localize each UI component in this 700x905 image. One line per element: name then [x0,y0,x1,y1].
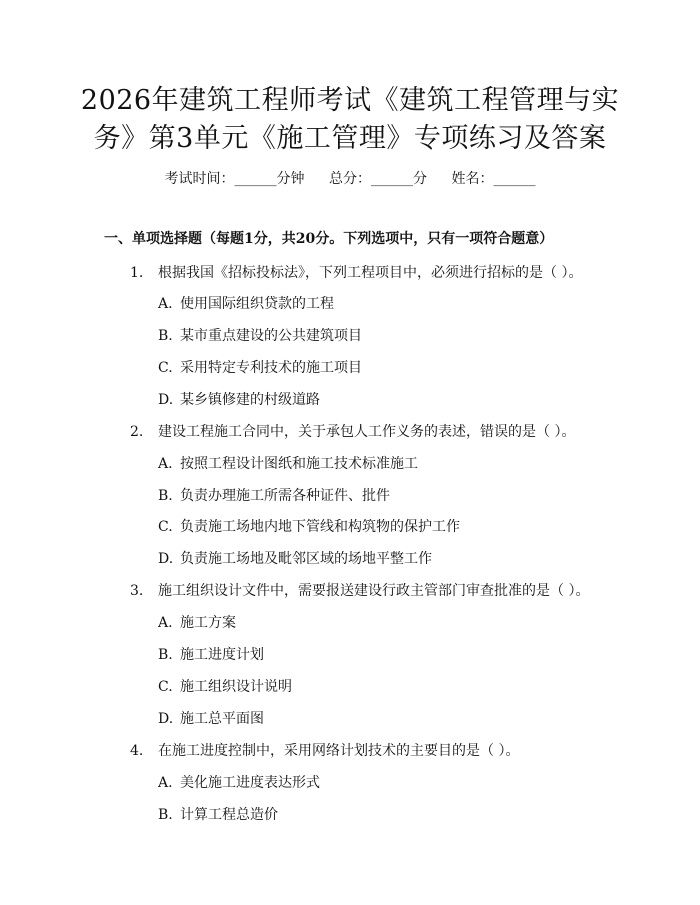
option-text: 某乡镇修建的村级道路 [180,392,320,408]
option-4a [158,772,320,792]
question-text: 施工组织设计文件中，需要报送建设行政主管部门审查批准的是（ ）。 [158,583,590,599]
option-1a [158,293,334,313]
option-label: C. [158,360,173,376]
title-line-1: 2026年建筑工程师考试《建筑工程管理与实 [80,85,620,116]
option-text: 美化施工进度表达形式 [180,775,320,791]
exam-meta [0,168,700,188]
option-1c [158,357,362,377]
option-1b [158,325,362,345]
option-text: 施工组织设计说明 [180,679,292,695]
option-text: 采用特定专利技术的施工项目 [180,360,362,376]
option-label: B. [158,807,173,823]
option-label: C. [158,679,173,695]
option-label: A. [158,615,173,631]
question-number: 4. [130,743,144,759]
option-2c [158,516,460,536]
section-heading: 一、单项选择题（每题1分，共20分。下列选项中，只有一项符合题意） [104,231,554,247]
option-text: 按照工程设计图纸和施工技术标准施工 [180,456,418,472]
question-1 [130,262,582,282]
option-label: B. [158,328,173,344]
option-text: 负责办理施工所需各种证件、批件 [180,488,390,504]
option-label: A. [158,296,173,312]
question-text: 在施工进度控制中，采用网络计划技术的主要目的是（ ）。 [158,743,520,759]
option-text: 负责施工场地内地下管线和构筑物的保护工作 [180,519,460,535]
option-3b [158,644,264,664]
option-label: C. [158,519,173,535]
question-text: 根据我国《招标投标法》，下列工程项目中，必须进行招标的是（ ）。 [158,265,583,281]
option-label: D. [158,392,174,408]
question-number: 2. [130,424,144,440]
exam-time: 考试时间：______分钟 [164,171,305,187]
question-4 [130,740,519,760]
title-line-2: 务》第3单元《施工管理》专项练习及答案 [93,123,607,154]
option-label: B. [158,647,173,663]
student-name: 姓名：______ [451,171,536,187]
question-2 [130,421,575,441]
question-text: 建设工程施工合同中，关于承包人工作义务的表述，错误的是（ ）。 [158,424,576,440]
option-label: D. [158,711,174,727]
option-3d [158,708,264,728]
option-2d [158,548,432,568]
option-text: 负责施工场地及毗邻区域的场地平整工作 [180,551,432,567]
option-4b [158,804,278,824]
option-3a [158,612,236,632]
question-3 [130,580,589,600]
option-text: 施工进度计划 [180,647,264,663]
option-1d [158,389,320,409]
option-2a [158,453,418,473]
question-number: 3. [130,583,144,599]
option-text: 计算工程总造价 [180,807,278,823]
option-label: A. [158,456,173,472]
option-text: 施工方案 [180,615,236,631]
option-3c [158,676,292,696]
option-label: A. [158,775,173,791]
question-number: 1. [130,265,144,281]
option-text: 某市重点建设的公共建筑项目 [180,328,362,344]
option-2b [158,485,390,505]
option-text: 施工总平面图 [180,711,264,727]
option-text: 使用国际组织贷款的工程 [180,296,334,312]
option-label: D. [158,551,174,567]
total-score: 总分：______分 [329,171,427,187]
option-label: B. [158,488,173,504]
